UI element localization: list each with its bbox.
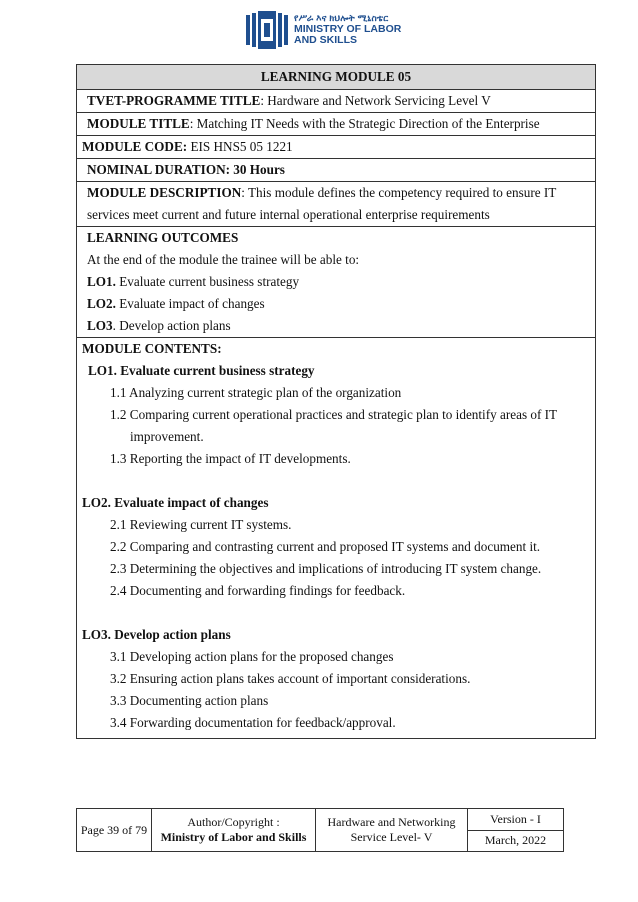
module-description-row — [77, 182, 595, 227]
module-title-label: MODULE TITLE — [87, 116, 190, 131]
page-footer — [76, 808, 564, 852]
version-cell — [468, 809, 563, 851]
contents-title: MODULE CONTENTS: — [82, 341, 222, 356]
content-item: 2.3 Determining the objectives and implications of introducing IT system change. — [110, 561, 542, 576]
module-code-row — [77, 136, 595, 159]
description-line2: services meet current and future internal operational enterprise requirements — [87, 207, 490, 222]
content-item: 3.4 Forwarding documentation for feedback/approval. — [110, 715, 396, 730]
module-code-value: EIS HNS5 05 1221 — [187, 139, 293, 154]
version: Version - I — [468, 809, 563, 831]
page-number: Page 39 of 79 — [77, 809, 152, 851]
content-item: 2.4 Documenting and forwarding findings for feedback. — [110, 583, 406, 598]
description-label: MODULE DESCRIPTION — [87, 185, 242, 200]
content-item: 1.2 Comparing current operational practices and strategic plan to identify areas of IT — [110, 407, 558, 422]
outcome-item — [87, 293, 595, 315]
content-item: 2.2 Comparing and contrasting current and proposed IT systems and document it. — [110, 539, 541, 554]
program-title-row — [77, 90, 595, 113]
lo2-title: LO2. Evaluate impact of changes — [82, 495, 269, 510]
author-name: Ministry of Labor and Skills — [160, 830, 307, 844]
module-title-row — [77, 113, 595, 136]
logo-amharic-text: የሥራ እና ክህሎት ሚኒስቴር — [294, 13, 389, 24]
course-cell — [316, 809, 468, 851]
outcome-text: Evaluate impact of changes — [115, 296, 265, 311]
outcome-code: LO3 — [87, 318, 113, 333]
nominal-duration: NOMINAL DURATION: 30 Hours — [77, 159, 595, 182]
content-item: 3.1 Developing action plans for the proposed changes — [110, 649, 394, 664]
content-item: 3.2 Ensuring action plans takes account of important considerations. — [110, 671, 471, 686]
course-line2: Service Level- V — [350, 830, 433, 844]
course-line1: Hardware and Networking — [327, 815, 456, 829]
content-item-continued: improvement. — [130, 429, 204, 444]
learning-outcomes-section — [77, 227, 595, 338]
logo-line1: MINISTRY OF LABOR — [294, 22, 402, 35]
author-cell — [152, 809, 316, 851]
content-item: 1.1 Analyzing current strategic plan of the organization — [110, 385, 402, 400]
module-contents-section — [77, 338, 595, 738]
description-line1: : This module defines the competency required to ensure IT — [241, 185, 557, 200]
ministry-logo — [246, 10, 401, 50]
module-table — [76, 64, 596, 739]
ministry-emblem-icon — [246, 11, 288, 49]
outcome-text: . Develop action plans — [112, 318, 231, 333]
author-label: Author/Copyright : — [187, 815, 280, 829]
lo3-title: LO3. Develop action plans — [82, 627, 231, 642]
module-title-value: : Matching IT Needs with the Strategic Direction of the Enterprise — [189, 116, 540, 131]
date: March, 2022 — [484, 833, 547, 848]
outcome-item — [87, 315, 595, 337]
content-item: 2.1 Reviewing current IT systems. — [110, 517, 292, 532]
module-header: LEARNING MODULE 05 — [77, 65, 595, 90]
content-item: 1.3 Reporting the impact of IT developments. — [110, 451, 351, 466]
outcome-code: LO1. — [87, 274, 116, 289]
module-code-label: MODULE CODE: — [82, 139, 188, 154]
outcome-item — [87, 271, 595, 293]
logo-line2: AND SKILLS — [294, 33, 357, 46]
outcomes-title: LEARNING OUTCOMES — [87, 230, 239, 245]
outcome-code: LO2. — [87, 296, 116, 311]
content-item: 3.3 Documenting action plans — [110, 693, 269, 708]
lo1-title: LO1. Evaluate current business strategy — [88, 363, 315, 378]
outcomes-intro: At the end of the module the trainee will be able to: — [87, 252, 360, 267]
program-label: TVET-PROGRAMME TITLE — [87, 93, 261, 108]
program-value: : Hardware and Network Servicing Level V — [260, 93, 491, 108]
outcome-text: Evaluate current business strategy — [115, 274, 300, 289]
